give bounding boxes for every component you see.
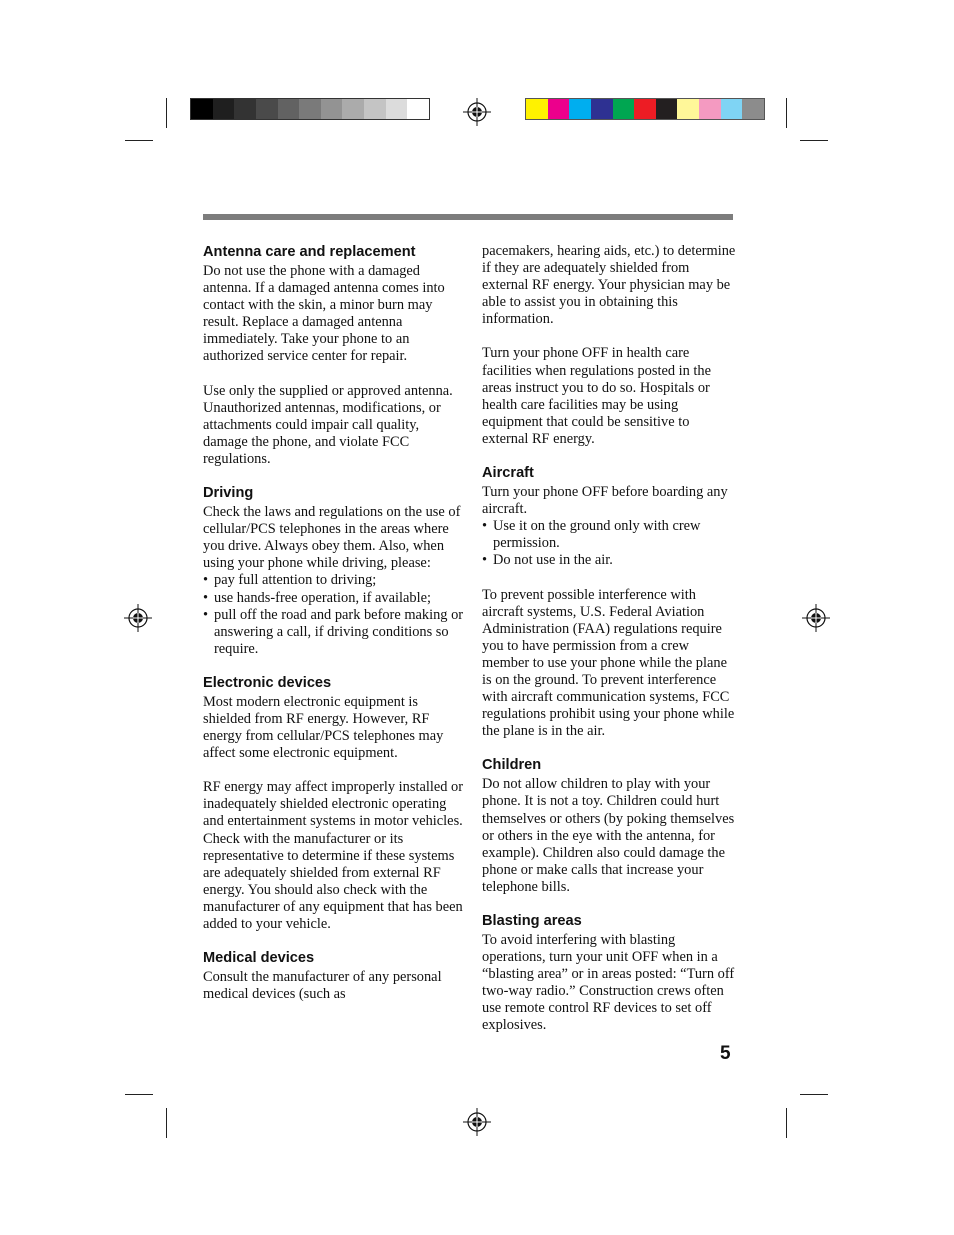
paragraph: Most modern electronic equipment is shielded from RF energy. However, RF energy from cellular/PCS telephones may affect some electronic equipment. — [203, 693, 444, 762]
crop-mark-bottom-left-vertical — [166, 1108, 167, 1138]
section-heading: Electronic devices — [203, 674, 332, 691]
color-swatch — [386, 99, 408, 119]
bullet-list — [482, 518, 738, 569]
paragraph: Turn your phone OFF in health care facilities when regulations posted in the areas instruct you to do so. Hospitals or health care facilities may be using equipment that could be sensitive to external RF energy. — [482, 345, 711, 447]
color-swatch — [191, 99, 213, 119]
crop-mark-bottom-left-horizontal — [125, 1094, 153, 1095]
color-swatch — [407, 99, 429, 119]
color-swatch — [742, 99, 764, 119]
section-heading: Driving — [203, 485, 254, 502]
color-swatch — [234, 99, 256, 119]
crop-mark-top-left-vertical — [166, 98, 167, 128]
color-swatch — [321, 99, 343, 119]
list-item: • pay full attention to driving; — [203, 572, 465, 589]
section-heading: Aircraft — [482, 465, 534, 482]
crop-mark-top-right-vertical — [786, 98, 787, 128]
color-swatch — [569, 99, 591, 119]
color-swatch — [342, 99, 364, 119]
list-item: • pull off the road and park before making or answering a call, if driving conditions so require. — [203, 607, 465, 658]
paragraph: Check the laws and regulations on the use of cellular/PCS telephones in the areas where you drive. Always obey them. Also, when using your phone while driving, please: — [203, 504, 461, 572]
crop-mark-top-left-horizontal — [125, 140, 153, 141]
section-driving — [203, 484, 465, 658]
registration-mark-icon — [463, 98, 491, 126]
crop-mark-bottom-right-horizontal — [800, 1094, 828, 1095]
section-medical-continued — [482, 243, 738, 448]
color-swatch — [699, 99, 721, 119]
color-swatch — [721, 99, 743, 119]
color-swatch — [213, 99, 235, 119]
section-heading: Blasting areas — [482, 913, 582, 929]
section-heading: Children — [482, 757, 542, 774]
paragraph: RF energy may affect improperly installed or inadequately shielded electronic operating and entertainment systems in motor vehicles. Check with the manufacturer or its representative to determine if these systems are adequately shielded from external RF energy. You should also check with the manufacturer of any equipment that has been added to your vehicle. — [203, 779, 464, 932]
registration-mark-icon — [802, 604, 830, 632]
color-swatch — [548, 99, 570, 119]
list-item: • use hands-free operation, if available; — [203, 590, 465, 607]
color-swatch — [299, 99, 321, 119]
left-column — [203, 243, 465, 1019]
paragraph: Do not use the phone with a damaged antenna. If a damaged antenna comes into contact with the skin, a minor burn may result. Replace a damaged antenna immediately. Take your phone to an authorized service center for repair. — [203, 263, 445, 365]
grayscale-color-bar — [190, 98, 430, 120]
section-medical-devices — [203, 949, 465, 1003]
crop-mark-bottom-right-vertical — [786, 1108, 787, 1138]
color-swatch — [591, 99, 613, 119]
process-color-bar — [525, 98, 765, 120]
section-blasting-areas — [482, 912, 738, 1035]
paragraph: Use only the supplied or approved antenna. Unauthorized antennas, modifications, or attachments could impair call quality, damage the phone, and violate FCC regulations. — [203, 382, 453, 467]
color-swatch — [278, 99, 300, 119]
list-item: • Do not use in the air. — [482, 552, 738, 569]
paragraph: Consult the manufacturer of any personal medical devices (such as — [203, 969, 442, 1003]
color-swatch — [256, 99, 278, 119]
section-heading: Medical devices — [203, 950, 315, 967]
color-swatch — [364, 99, 386, 119]
bullet-list — [203, 572, 465, 657]
section-children — [482, 756, 738, 896]
color-swatch — [526, 99, 548, 119]
paragraph: pacemakers, hearing aids, etc.) to determine if they are adequately shielded from external RF energy. Your physician may be able to assist you in obtaining this information. — [482, 243, 736, 328]
section-aircraft — [482, 464, 738, 740]
color-swatch — [677, 99, 699, 119]
registration-mark-icon — [463, 1108, 491, 1136]
paragraph: To avoid interfering with blasting operations, turn your unit OFF when in a “blasting area” or in areas posted: “Turn off two-way radio.” Construction crews often use remote control RF devices to set off explosives. — [482, 932, 735, 1034]
section-heading: Antenna care and replacement — [203, 244, 416, 260]
section-antenna — [203, 243, 465, 468]
color-swatch — [634, 99, 656, 119]
color-swatch — [613, 99, 635, 119]
header-rule — [203, 214, 733, 220]
paragraph: Turn your phone OFF before boarding any aircraft. — [482, 484, 728, 518]
list-item: • Use it on the ground only with crew permission. — [482, 518, 738, 552]
crop-mark-top-right-horizontal — [800, 140, 828, 141]
right-column — [482, 243, 738, 1051]
color-swatch — [656, 99, 678, 119]
registration-mark-icon — [124, 604, 152, 632]
section-electronic-devices — [203, 674, 465, 933]
paragraph: Do not allow children to play with your phone. It is not a toy. Children could hurt themselves or others (by poking themselves or others in the eye with the antenna, for example). Children also could damage the phone or make calls that increase your telephone bills. — [482, 776, 735, 895]
page-number: 5 — [720, 1043, 731, 1064]
paragraph: To prevent possible interference with aircraft systems, U.S. Federal Aviation Administration (FAA) regulations require you to have permission from a crew member to use your phone while the plane is on the ground. To prevent interference with aircraft communication systems, FCC regulations prohibit using your phone while the plane is in the air. — [482, 586, 735, 740]
